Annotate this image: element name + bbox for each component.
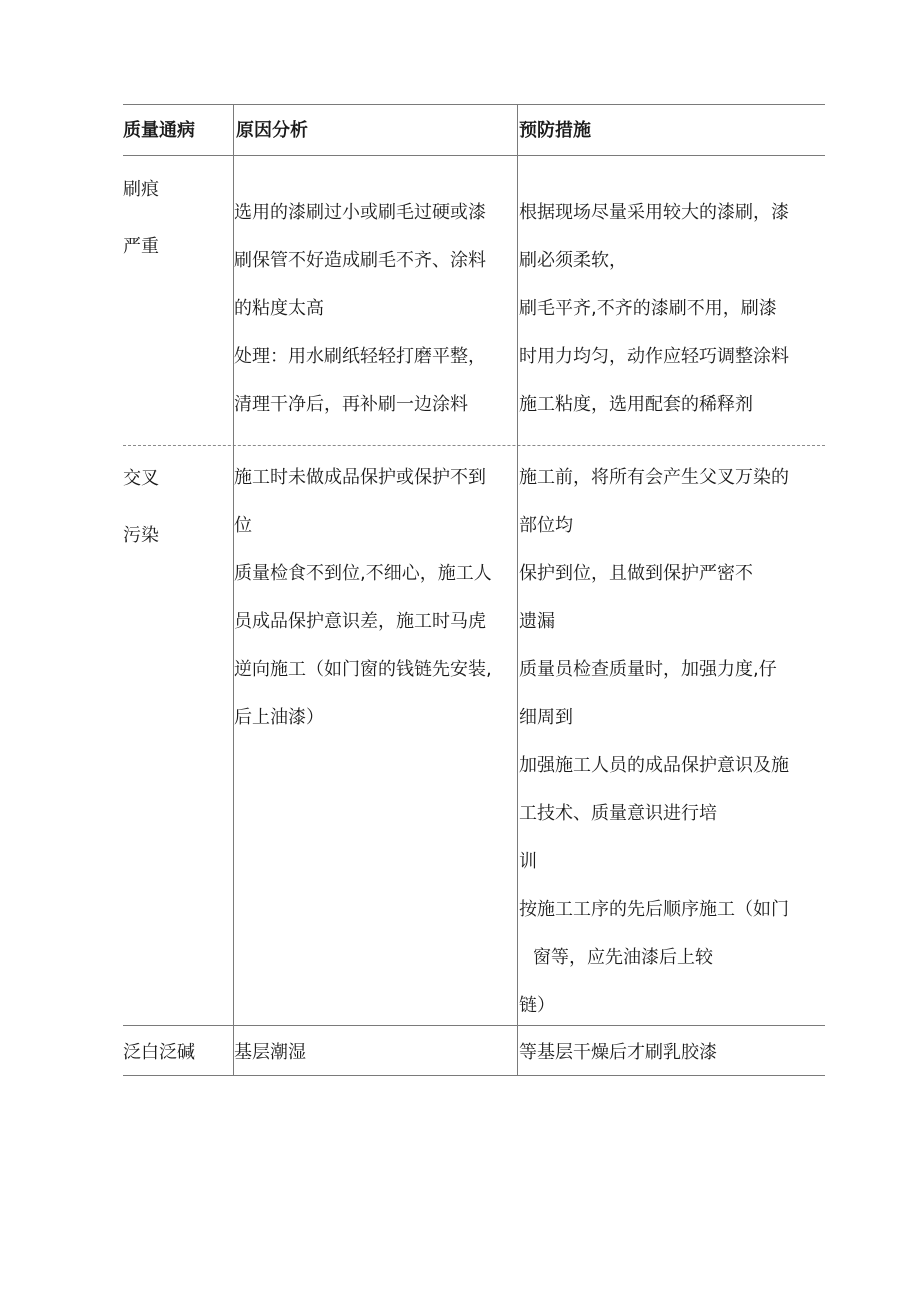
row-2-prevention-line: 按施工工序的先后顺序施工（如门 [519,899,789,920]
row-2-prevention-line: 训 [519,851,537,872]
row-1-prevention-line: 刷必须柔软， [519,250,627,271]
row-1-prevention-line: 施工粘度，选用配套的稀释剂 [519,394,753,415]
row-1-cause-line: 清理干净后，再补刷一边涂料 [234,394,468,415]
header-prevention: 预防措施 [519,120,591,141]
row-1-issue-line: 刷痕 [123,179,159,200]
row-divider-2 [123,1025,825,1026]
table-top-border [123,104,825,105]
header-issue: 质量通病 [123,120,195,141]
row-1-cause [234,201,516,417]
row-3-prevention-line: 等基层干燥后才刷乳胶漆 [519,1042,717,1063]
header-cause: 原因分析 [236,120,308,141]
row-2-cause-line: 逆向施工（如门窗的钱链先安装, [234,659,492,680]
header-bottom-border [123,155,825,156]
row-2-issue-line: 交叉 [123,468,159,489]
row-3-issue [123,1041,231,1065]
row-2-cause-line: 后上油漆） [234,707,324,728]
row-2-issue [123,467,231,548]
row-1-cause-line: 处理：用水刷纸轻轻打磨平整， [234,346,486,367]
row-2-prevention-line: 遗漏 [519,611,555,632]
row-1-issue-line: 严重 [123,236,159,257]
row-divider-1 [123,445,825,446]
row-2-prevention-line: 保护到位，且做到保护严密不 [519,563,753,584]
row-2-cause-line: 施工时未做成品保护或保护不到 [234,467,486,488]
row-1-prevention-line: 刷毛平齐,不齐的漆刷不用，刷漆 [519,298,777,319]
row-1-issue [123,178,231,259]
row-3-cause [234,1041,516,1065]
row-3-cause-line: 基层潮湿 [234,1042,306,1063]
row-1-cause-line: 选用的漆刷过小或刷毛过硬或漆 [234,202,486,223]
row-1-prevention-line: 时用力均匀，动作应轻巧调整涂料 [519,346,789,367]
row-2-prevention-line: 施工前，将所有会产生父叉万染的 [519,467,789,488]
row-3-issue-line: 泛白泛碱 [123,1042,195,1063]
row-2-prevention-line: 链） [519,995,555,1016]
row-2-prevention [519,466,824,1018]
row-2-cause-line: 员成品保护意识差，施工时马虎 [234,611,486,632]
row-2-cause-line: 质量检食不到位,不细心，施工人 [234,563,492,584]
table-bottom-border [123,1075,825,1076]
row-2-prevention-line: 部位均 [519,515,573,536]
row-2-prevention-line: 细周到 [519,707,573,728]
row-2-issue-line: 污染 [123,525,159,546]
row-1-prevention-line: 根据现场尽量采用较大的漆刷，漆 [519,202,789,223]
row-2-prevention-line: 加强施工人员的成品保护意识及施 [519,755,789,776]
row-2-cause-line: 位 [234,515,252,536]
row-3-prevention [519,1041,824,1065]
row-2-prevention-line: 窗等，应先油漆后上较 [533,947,713,968]
row-2-cause [234,466,516,730]
row-1-prevention [519,201,824,417]
row-1-cause-line: 的粘度太高 [234,298,324,319]
row-2-prevention-line: 质量员检查质量时，加强力度,仔 [519,659,777,680]
row-2-prevention-line: 工技术、质量意识进行培 [519,803,717,824]
row-1-cause-line: 刷保管不好造成刷毛不齐、涂料 [234,250,486,271]
column-divider-2 [517,104,518,1076]
